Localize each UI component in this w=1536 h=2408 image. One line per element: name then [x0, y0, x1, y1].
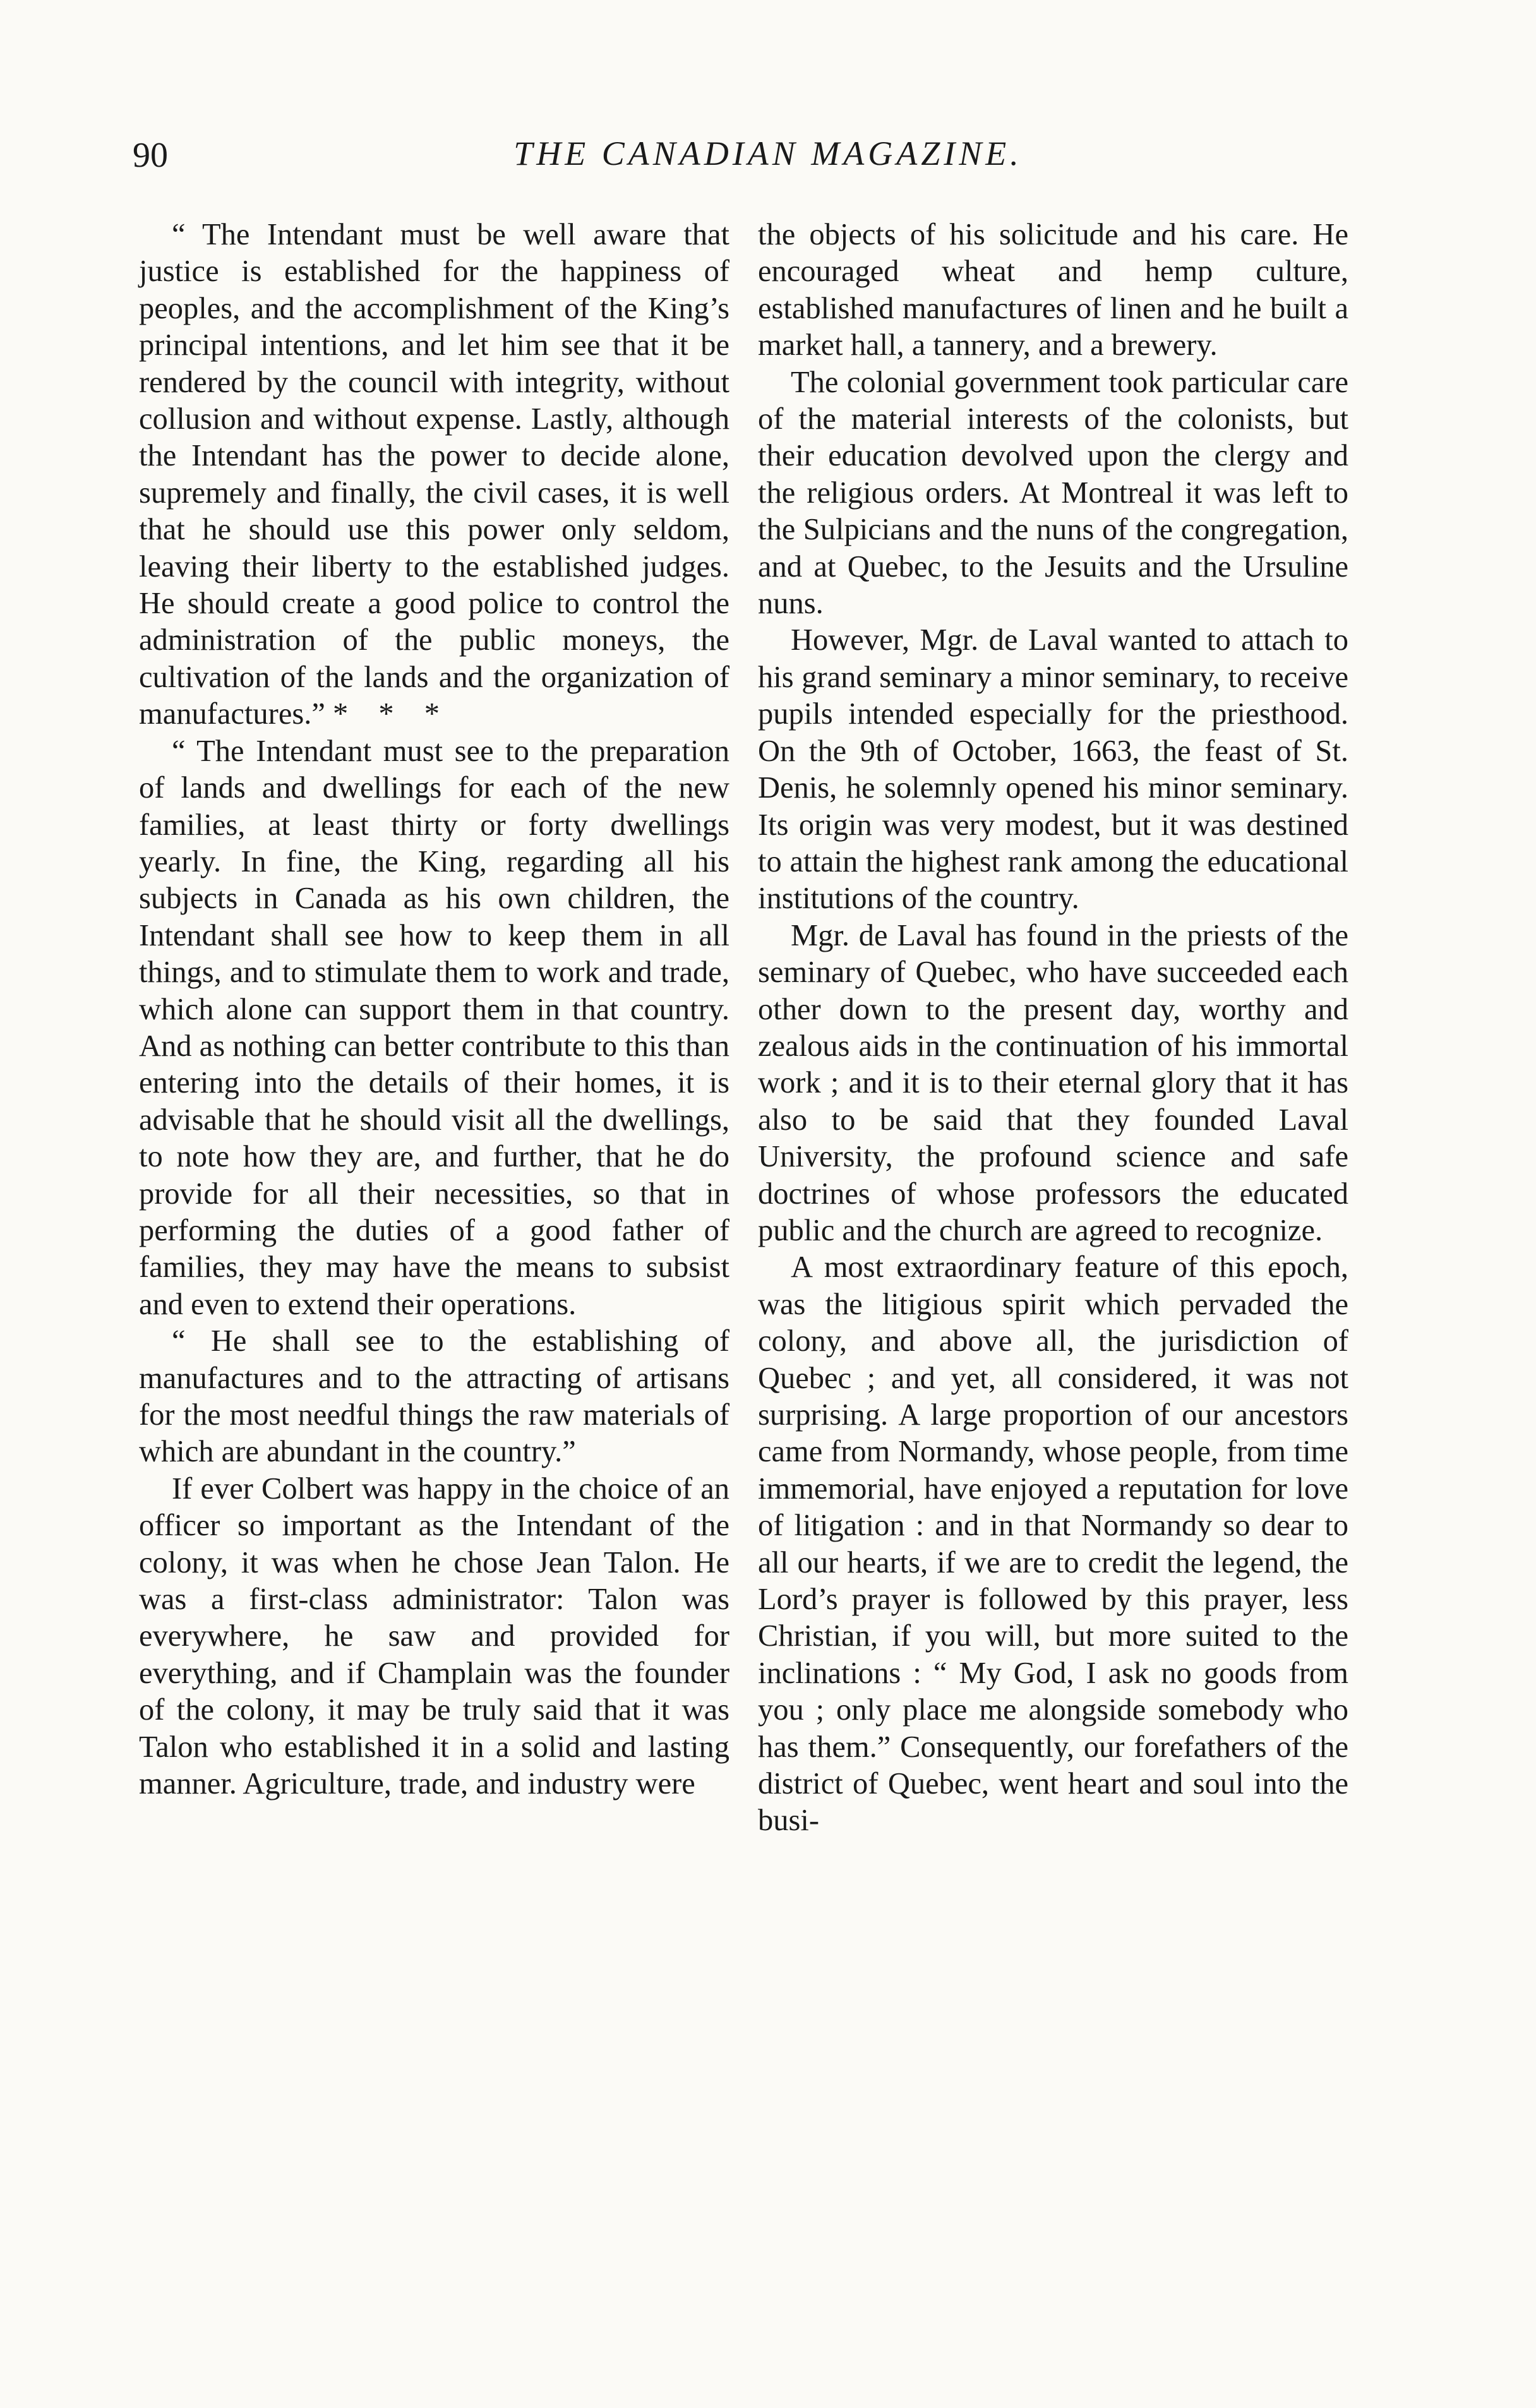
paragraph: Mgr. de Laval has found in the priests of the seminary of Quebec, who have succeeded each other down to the present day, worthy and zealous aids in the continuation of his immortal work ; and it is to their eternal glory that it has also to be said that they founded Laval University, the profound science and safe doctrines of whose professors the educated public and the church are agreed to recognize. — [758, 918, 1348, 1247]
paragraph: The colonial government took particular care of the material interests of the colonists, but their education devolved upon the clergy and the religious orders. At Montreal it was left to the Sulpicians and the nuns of the congregation, and at Quebec, to the Jesuits and the Ursuline nuns. — [758, 365, 1348, 621]
paragraph: the objects of his solicitude and his care. He encouraged wheat and hemp culture, established manufactures of linen and he built a market hall, a tannery, and a brewery. — [758, 218, 1348, 362]
running-title: THE CANADIAN MAGAZINE. — [513, 135, 1023, 172]
paragraph: A most extraordinary feature of this epoch, was the litigious spirit which pervaded the colony, and above all, the jurisdiction of Quebec ; and yet, all considered, it was not surprising. A large proportion of our ancestors came from Normandy, whose people, from time immemorial, have enjoyed a reputation for love of litigation : and in that Normandy so dear to all our hearts, if we are to credit the legend, the Lord’s prayer is followed by this prayer, less Christian, if you will, but more suited to the inclinations : “ My God, I ask no goods from you ; only place me alongside somebody who has them.” Consequently, our forefathers of the district of Quebec, went heart and soul into the busi- — [758, 1250, 1348, 1838]
paragraph: “ The Intendant must see to the preparation of lands and dwellings for each of the new families, at least thirty or forty dwellings yearly. In fine, the King, regarding all his subjects in Canada as his own children, the Intendant shall see how to keep them in all things, and to stimulate them to work and trade, which alone can support them in that country. And as nothing can better contribute to this than entering into the details of their homes, it is advisable that he should visit all the dwellings, to note how they are, and further, that he do provide for all their necessities, so that in performing the duties of a good father of families, they may have the means to subsist and even to extend their operations. — [139, 734, 729, 1321]
paragraph-text: “ The Intendant must be well aware that justice is established for the happiness of peoples, and the accomplishment of the King’s principal intentions, and let him see that it be rendered by the council with integrity, without collusion and without expense. Lastly, although the Intendant has the power to decide alone, supremely and finally, the civil cases, it is well that he should use this power only seldom, leaving their liberty to the established judges. He should create a good police to control the administration of the public moneys, the cultivation of the lands and the organization of manufactures.” — [139, 218, 729, 731]
paragraph — [139, 217, 729, 733]
right-column — [758, 217, 1348, 1840]
left-column — [139, 217, 729, 1802]
page-number: 90 — [133, 136, 168, 175]
paragraph: If ever Colbert was happy in the choice of an officer so important as the Intendant of the colony, it was when he chose Jean Talon. He was a first-class administrator: Talon was everywhere, he saw and provided for everything, and if Champlain was the founder of the colony, it may be truly said that it was Talon who established it in a solid and lasting manner. Agriculture, trade, and industry were — [139, 1471, 729, 1801]
paragraph: However, Mgr. de Laval wanted to attach to his grand seminary a minor seminary, to receive pupils intended especially for the priesthood. On the 9th of October, 1663, the feast of St. Denis, he solemnly opened his minor seminary. Its origin was very modest, but it was destined to attain the highest rank among the educational institutions of the country. — [758, 623, 1348, 916]
paragraph: “ He shall see to the establishing of manufactures and to the attracting of artisans for the most needful things the raw materials of which are abundant in the country.” — [139, 1324, 729, 1469]
ellipsis-stars: * * * — [333, 697, 452, 731]
